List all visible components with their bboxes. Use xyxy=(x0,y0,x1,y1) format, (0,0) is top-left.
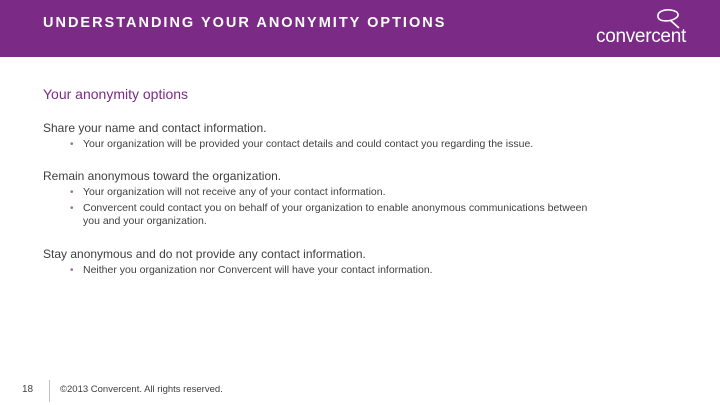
header-bar xyxy=(0,0,720,57)
copyright-notice: ©2013 Convercent. All rights reserved. xyxy=(60,384,223,395)
list-item xyxy=(70,138,590,151)
section-title: Your anonymity options xyxy=(43,86,189,102)
bullet-icon: • xyxy=(70,139,74,150)
bullet-text: Neither you organization nor Convercent will have your contact information. xyxy=(83,264,433,276)
option-share-contact: Share your name and contact information. xyxy=(43,121,267,135)
bullet-text: Convercent could contact you on behalf of your organization to enable anonymous communications between you and your organization. xyxy=(83,202,588,227)
list-item xyxy=(70,202,590,228)
option-remain-anonymous-to-org: Remain anonymous toward the organization. xyxy=(43,169,282,183)
bullet-icon: • xyxy=(70,187,74,198)
bullet-text: Your organization will not receive any of your contact information. xyxy=(83,186,386,198)
footer-divider xyxy=(49,380,50,402)
list-item xyxy=(70,264,590,277)
bullet-text: Your organization will be provided your contact details and could contact you regarding the issue. xyxy=(83,138,534,150)
page-number: 18 xyxy=(22,384,34,395)
list-item xyxy=(70,186,590,199)
option-stay-anonymous: Stay anonymous and do not provide any contact information. xyxy=(43,247,366,261)
bullet-icon: • xyxy=(70,203,74,214)
convercent-logo xyxy=(594,8,694,48)
bullet-icon: • xyxy=(70,265,74,276)
logo-text: convercent xyxy=(596,26,686,47)
page-title: UNDERSTANDING YOUR ANONYMITY OPTIONS xyxy=(43,15,447,31)
